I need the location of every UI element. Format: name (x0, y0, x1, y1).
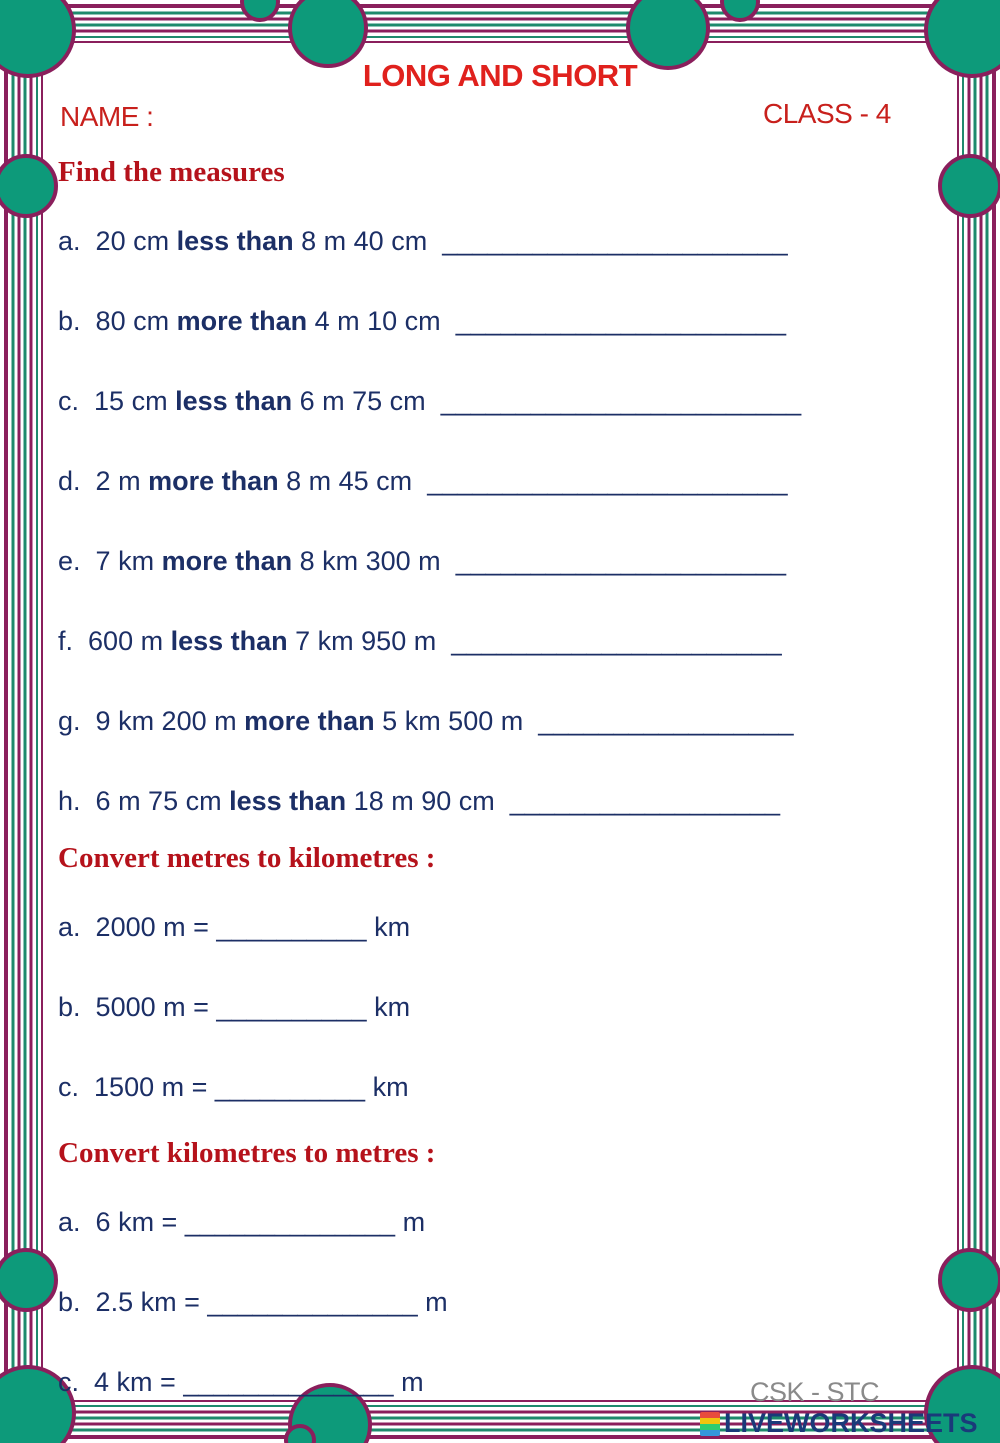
list-item: b. 2.5 km = ______________ m (58, 1287, 448, 1317)
list-item: h. 6 m 75 cm less than 18 m 90 cm __________________ (58, 786, 781, 816)
brand-name: LIVEWORKSHEETS (724, 1408, 978, 1438)
list-item: a. 20 cm less than 8 m 40 cm _______________________ (58, 226, 788, 256)
answer-blank[interactable]: ______________ (184, 1207, 396, 1237)
answer-blank[interactable]: _______________________ (442, 226, 788, 256)
list-item: g. 9 km 200 m more than 5 km 500 m _________________ (58, 706, 794, 736)
list-item: b. 80 cm more than 4 m 10 cm ______________________ (58, 306, 787, 336)
answer-blank[interactable]: __________ (216, 992, 367, 1022)
section-heading-km-to-metres: Convert kilometres to metres : (58, 1137, 436, 1169)
list-item: e. 7 km more than 8 km 300 m ______________________ (58, 546, 787, 576)
answer-blank[interactable]: ________________________ (427, 466, 788, 496)
name-label: NAME : (60, 101, 154, 132)
answer-blank[interactable]: _________________ (538, 706, 794, 736)
class-label: CLASS - 4 (763, 98, 891, 129)
answer-blank[interactable]: __________ (214, 1072, 366, 1102)
liveworksheets-icon (700, 1412, 720, 1436)
liveworksheets-logo[interactable] (700, 1408, 978, 1439)
author-credit: CSK - STC (750, 1377, 880, 1407)
section-heading-metres-to-km: Convert metres to kilometres : (58, 842, 436, 874)
list-item: a. 2000 m = __________ km (58, 912, 411, 942)
answer-blank[interactable]: ______________________ (455, 306, 787, 336)
list-item: f. 600 m less than 7 km 950 m ______________________ (58, 626, 782, 656)
list-item: c. 1500 m = __________ km (58, 1072, 409, 1102)
answer-blank[interactable]: ________________________ (440, 386, 802, 416)
list-item: c. 4 km = ______________ m (58, 1367, 424, 1397)
answer-blank[interactable]: ______________________ (451, 626, 782, 656)
answer-blank[interactable]: ______________ (207, 1287, 418, 1317)
list-item: d. 2 m more than 8 m 45 cm ________________________ (58, 466, 788, 496)
section-heading-find-measures: Find the measures (58, 156, 285, 188)
answer-blank[interactable]: ______________ (183, 1367, 394, 1397)
list-item: a. 6 km = ______________ m (58, 1207, 426, 1237)
answer-blank[interactable]: __________________ (509, 786, 781, 816)
list-item: b. 5000 m = __________ km (58, 992, 411, 1022)
answer-blank[interactable]: ______________________ (455, 546, 787, 576)
list-item: c. 15 cm less than 6 m 75 cm ________________________ (58, 386, 802, 416)
worksheet-title: LONG AND SHORT (362, 58, 638, 93)
answer-blank[interactable]: __________ (216, 912, 367, 942)
